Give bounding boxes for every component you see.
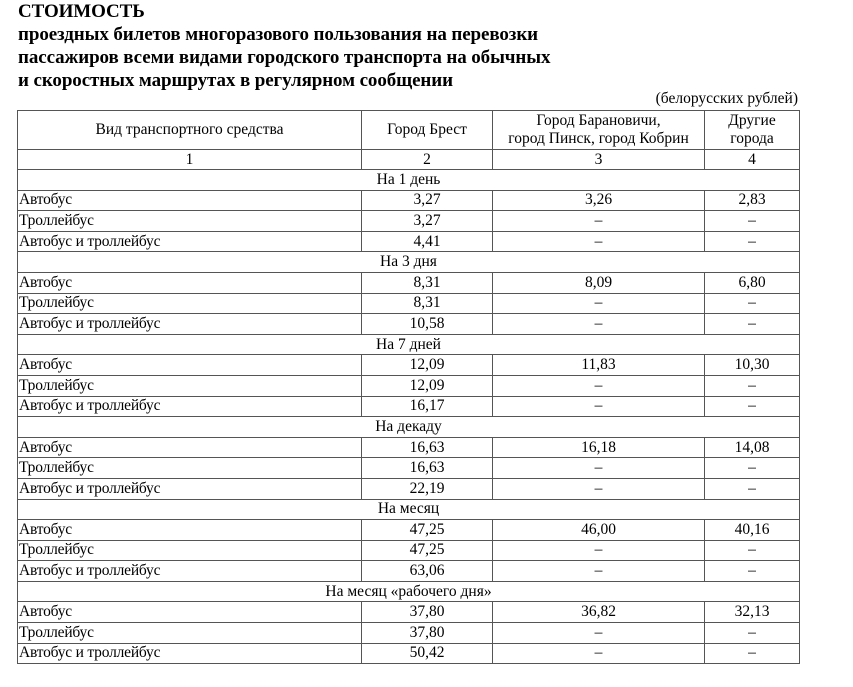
other-cities-price-cell: – [705, 314, 800, 335]
other-cities-price-cell: – [705, 211, 800, 232]
other-cities-price-cell: 2,83 [705, 190, 800, 211]
vehicle-type-cell: Автобус и троллейбус [18, 314, 362, 335]
vehicle-type-cell: Троллейбус [18, 293, 362, 314]
column-number: 4 [705, 150, 800, 170]
table-row [18, 355, 800, 376]
other-cities-price-cell: – [705, 623, 800, 644]
other-cities-price-cell: – [705, 561, 800, 582]
column-number: 3 [493, 150, 705, 170]
baranovichi-pinsk-kobrin-price-cell: – [493, 314, 705, 335]
section-title: На 1 день [18, 170, 800, 191]
other-cities-price-cell: – [705, 293, 800, 314]
section-header-row [18, 170, 800, 191]
baranovichi-pinsk-kobrin-price-cell: – [493, 623, 705, 644]
brest-price-cell: 8,31 [362, 272, 493, 293]
baranovichi-pinsk-kobrin-price-cell: – [493, 458, 705, 479]
header-vehicle-type: Вид транспортного средства [18, 111, 362, 150]
other-cities-price-cell: 40,16 [705, 520, 800, 541]
brest-price-cell: 10,58 [362, 314, 493, 335]
brest-price-cell: 3,27 [362, 190, 493, 211]
brest-price-cell: 37,80 [362, 602, 493, 623]
other-cities-price-cell: – [705, 478, 800, 499]
vehicle-type-cell: Автобус и троллейбус [18, 561, 362, 582]
brest-price-cell: 47,25 [362, 540, 493, 561]
other-cities-price-cell: – [705, 375, 800, 396]
other-cities-price-cell: – [705, 540, 800, 561]
vehicle-type-cell: Автобус [18, 190, 362, 211]
header-row [18, 111, 800, 150]
vehicle-type-cell: Автобус и троллейбус [18, 478, 362, 499]
baranovichi-pinsk-kobrin-price-cell: – [493, 478, 705, 499]
vehicle-type-cell: Троллейбус [18, 211, 362, 232]
baranovichi-pinsk-kobrin-price-cell: – [493, 231, 705, 252]
brest-price-cell: 16,63 [362, 458, 493, 479]
vehicle-type-cell: Автобус и троллейбус [18, 231, 362, 252]
section-title: На месяц [18, 499, 800, 520]
baranovichi-pinsk-kobrin-price-cell: 36,82 [493, 602, 705, 623]
section-header-row [18, 499, 800, 520]
table-row [18, 231, 800, 252]
brest-price-cell: 16,63 [362, 437, 493, 458]
brest-price-cell: 47,25 [362, 520, 493, 541]
vehicle-type-cell: Троллейбус [18, 540, 362, 561]
baranovichi-pinsk-kobrin-price-cell: – [493, 211, 705, 232]
baranovichi-pinsk-kobrin-price-cell: – [493, 643, 705, 664]
brest-price-cell: 4,41 [362, 231, 493, 252]
baranovichi-pinsk-kobrin-price-cell: – [493, 561, 705, 582]
section-title: На 7 дней [18, 334, 800, 355]
table-row [18, 293, 800, 314]
table-row [18, 272, 800, 293]
other-cities-price-cell: 32,13 [705, 602, 800, 623]
table-row [18, 375, 800, 396]
other-cities-price-cell: 10,30 [705, 355, 800, 376]
vehicle-type-cell: Автобус [18, 602, 362, 623]
vehicle-type-cell: Автобус [18, 355, 362, 376]
brest-price-cell: 22,19 [362, 478, 493, 499]
baranovichi-pinsk-kobrin-price-cell: – [493, 375, 705, 396]
other-cities-price-cell: – [705, 458, 800, 479]
header-brest: Город Брест [362, 111, 493, 150]
section-title: На 3 дня [18, 252, 800, 273]
baranovichi-pinsk-kobrin-price-cell: 16,18 [493, 437, 705, 458]
table-row [18, 478, 800, 499]
header-baranovichi-pinsk-kobrin [493, 111, 705, 150]
header-col3-line2: город Пинск, город Кобрин [508, 130, 689, 147]
vehicle-type-cell: Троллейбус [18, 458, 362, 479]
table-row [18, 643, 800, 664]
table-row [18, 602, 800, 623]
brest-price-cell: 63,06 [362, 561, 493, 582]
table-row [18, 437, 800, 458]
title-line-4: и скоростных маршрутах в регулярном сообщении [18, 70, 453, 91]
vehicle-type-cell: Автобус [18, 437, 362, 458]
section-header-row [18, 334, 800, 355]
table-row [18, 190, 800, 211]
section-header-row [18, 252, 800, 273]
table-row [18, 561, 800, 582]
brest-price-cell: 16,17 [362, 396, 493, 417]
baranovichi-pinsk-kobrin-price-cell: – [493, 540, 705, 561]
vehicle-type-cell: Троллейбус [18, 375, 362, 396]
section-header-row [18, 581, 800, 602]
fares-table [17, 110, 800, 664]
other-cities-price-cell: 6,80 [705, 272, 800, 293]
table-row [18, 520, 800, 541]
table-row [18, 623, 800, 644]
vehicle-type-cell: Автобус [18, 520, 362, 541]
other-cities-price-cell: – [705, 396, 800, 417]
column-number: 1 [18, 150, 362, 170]
header-col4-line2: города [730, 130, 774, 147]
baranovichi-pinsk-kobrin-price-cell: 46,00 [493, 520, 705, 541]
other-cities-price-cell: – [705, 643, 800, 664]
title-line-2: проездных билетов многоразового пользования на перевозки [18, 24, 539, 45]
brest-price-cell: 37,80 [362, 623, 493, 644]
header-col3-line1: Город Барановичи, [536, 112, 661, 129]
units-note: (белорусских рублей) [655, 90, 798, 107]
section-header-row [18, 417, 800, 438]
column-number-row [18, 150, 800, 170]
title-line-3: пассажиров всеми видами городского транспорта на обычных [18, 47, 551, 68]
document-title [18, 0, 550, 92]
baranovichi-pinsk-kobrin-price-cell: 3,26 [493, 190, 705, 211]
vehicle-type-cell: Троллейбус [18, 623, 362, 644]
baranovichi-pinsk-kobrin-price-cell: 8,09 [493, 272, 705, 293]
title-line-1: СТОИМОСТЬ [18, 1, 145, 22]
brest-price-cell: 12,09 [362, 355, 493, 376]
other-cities-price-cell: 14,08 [705, 437, 800, 458]
brest-price-cell: 3,27 [362, 211, 493, 232]
vehicle-type-cell: Автобус и троллейбус [18, 643, 362, 664]
table-row [18, 396, 800, 417]
vehicle-type-cell: Автобус [18, 272, 362, 293]
brest-price-cell: 50,42 [362, 643, 493, 664]
other-cities-price-cell: – [705, 231, 800, 252]
table-row [18, 540, 800, 561]
brest-price-cell: 12,09 [362, 375, 493, 396]
table-row [18, 314, 800, 335]
header-col4-line1: Другие [728, 112, 776, 129]
brest-price-cell: 8,31 [362, 293, 493, 314]
baranovichi-pinsk-kobrin-price-cell: 11,83 [493, 355, 705, 376]
table-row [18, 458, 800, 479]
header-other-cities [705, 111, 800, 150]
baranovichi-pinsk-kobrin-price-cell: – [493, 293, 705, 314]
vehicle-type-cell: Автобус и троллейбус [18, 396, 362, 417]
table-row [18, 211, 800, 232]
section-title: На месяц «рабочего дня» [18, 581, 800, 602]
column-number: 2 [362, 150, 493, 170]
baranovichi-pinsk-kobrin-price-cell: – [493, 396, 705, 417]
section-title: На декаду [18, 417, 800, 438]
